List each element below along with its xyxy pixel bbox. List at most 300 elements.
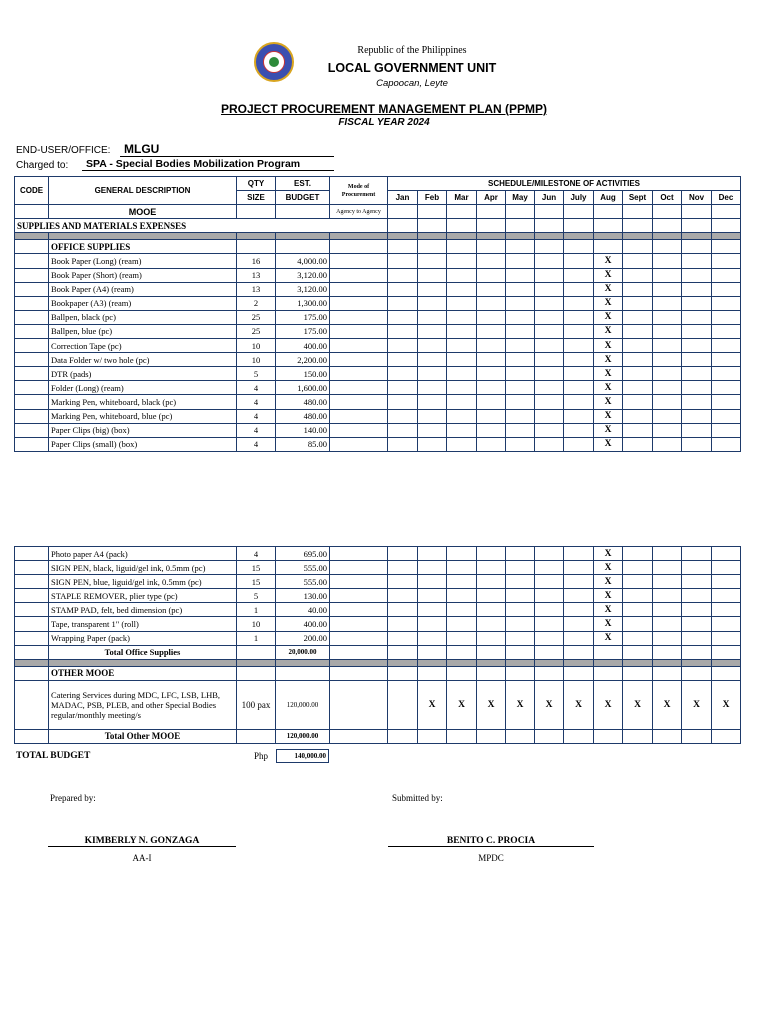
shade-cell [506, 659, 535, 666]
schedule-cell [564, 310, 594, 324]
shade-cell [447, 233, 477, 240]
shade-cell [535, 233, 564, 240]
schedule-cell [653, 310, 682, 324]
schedule-cell [653, 339, 682, 353]
schedule-cell [712, 219, 741, 233]
schedule-cell [447, 437, 477, 451]
schedule-cell [564, 205, 594, 219]
schedule-cell [506, 729, 535, 743]
month-header-aug: Aug [594, 191, 623, 205]
schedule-cell [564, 561, 594, 575]
schedule-cell [388, 254, 418, 268]
schedule-mark-aug: X [594, 680, 623, 729]
item-mode [330, 254, 388, 268]
schedule-cell [564, 729, 594, 743]
schedule-cell [653, 409, 682, 423]
code-cell [15, 381, 49, 395]
schedule-cell [653, 575, 682, 589]
schedule-cell [682, 282, 712, 296]
schedule-cell [418, 617, 447, 631]
schedule-cell [594, 205, 623, 219]
schedule-cell [535, 219, 564, 233]
schedule-cell [477, 423, 506, 437]
schedule-mark-aug: X [594, 561, 623, 575]
schedule-cell [506, 219, 535, 233]
schedule-cell [447, 324, 477, 338]
schedule-cell [653, 666, 682, 680]
schedule-cell [535, 395, 564, 409]
schedule-cell [418, 437, 447, 451]
schedule-cell [535, 339, 564, 353]
month-header-oct: Oct [653, 191, 682, 205]
schedule-cell [682, 353, 712, 367]
schedule-cell [447, 381, 477, 395]
item-qty: 10 [237, 353, 276, 367]
schedule-mark-mar: X [447, 680, 477, 729]
schedule-cell [388, 339, 418, 353]
schedule-cell [623, 381, 653, 395]
table-row [15, 617, 741, 631]
shade-cell [447, 659, 477, 666]
schedule-cell [653, 254, 682, 268]
item-mode [330, 310, 388, 324]
schedule-cell [418, 296, 447, 310]
section-supplies-expenses: SUPPLIES AND MATERIALS EXPENSES [15, 219, 388, 233]
ppmp-table-bottom [14, 546, 741, 744]
schedule-cell [388, 666, 418, 680]
code-cell [15, 339, 49, 353]
schedule-cell [477, 219, 506, 233]
item-description: Bookpaper (A3) (ream) [49, 296, 237, 310]
schedule-cell [712, 437, 741, 451]
schedule-cell [418, 666, 447, 680]
shade-cell [712, 659, 741, 666]
item-qty: 16 [237, 254, 276, 268]
item-budget: 200.00 [276, 631, 330, 645]
schedule-mark-aug: X [594, 589, 623, 603]
item-budget: 400.00 [276, 339, 330, 353]
shade-cell [594, 233, 623, 240]
schedule-mark-aug: X [594, 409, 623, 423]
schedule-cell [418, 423, 447, 437]
schedule-cell [418, 353, 447, 367]
schedule-cell [447, 254, 477, 268]
schedule-cell [653, 547, 682, 561]
schedule-cell [418, 409, 447, 423]
item-mode [330, 324, 388, 338]
schedule-cell [653, 729, 682, 743]
col-budget-header: BUDGET [276, 191, 330, 205]
item-budget: 2,200.00 [276, 353, 330, 367]
shade-cell [15, 659, 49, 666]
schedule-cell [418, 631, 447, 645]
schedule-cell [564, 240, 594, 254]
schedule-mark-dec: X [712, 680, 741, 729]
item-budget: 480.00 [276, 395, 330, 409]
schedule-cell [535, 409, 564, 423]
schedule-cell [712, 367, 741, 381]
shade-cell [49, 659, 237, 666]
schedule-cell [535, 437, 564, 451]
shade-cell [594, 659, 623, 666]
month-header-july: July [564, 191, 594, 205]
code-cell [15, 617, 49, 631]
item-description: Book Paper (Short) (ream) [49, 268, 237, 282]
code-cell [15, 324, 49, 338]
schedule-cell [623, 589, 653, 603]
schedule-cell [653, 603, 682, 617]
table-row [15, 381, 741, 395]
item-mode [330, 561, 388, 575]
table-row [15, 603, 741, 617]
schedule-cell [564, 575, 594, 589]
item-mode [330, 339, 388, 353]
schedule-cell [388, 367, 418, 381]
total-budget-currency: Php [254, 751, 269, 761]
schedule-cell [388, 296, 418, 310]
shade-cell [564, 659, 594, 666]
schedule-cell [623, 575, 653, 589]
prepared-by-position: AA-I [132, 853, 152, 863]
schedule-cell [653, 324, 682, 338]
schedule-cell [623, 666, 653, 680]
schedule-cell [653, 395, 682, 409]
schedule-cell [388, 729, 418, 743]
schedule-cell [535, 367, 564, 381]
item-description: Marking Pen, whiteboard, black (pc) [49, 395, 237, 409]
schedule-cell [682, 339, 712, 353]
table-row [15, 631, 741, 645]
col-est-header: EST. [276, 177, 330, 191]
schedule-cell [653, 268, 682, 282]
schedule-cell [623, 219, 653, 233]
schedule-cell [506, 282, 535, 296]
schedule-cell [682, 631, 712, 645]
col-schedule-header: SCHEDULE/MILESTONE OF ACTIVITIES [388, 177, 741, 191]
enduser-label: END-USER/OFFICE: [16, 145, 111, 156]
schedule-cell [564, 395, 594, 409]
code-cell [15, 353, 49, 367]
schedule-cell [418, 268, 447, 282]
schedule-cell [477, 547, 506, 561]
schedule-cell [623, 729, 653, 743]
month-header-jan: Jan [388, 191, 418, 205]
schedule-cell [594, 666, 623, 680]
schedule-cell [682, 367, 712, 381]
schedule-cell [564, 282, 594, 296]
schedule-cell [623, 310, 653, 324]
schedule-cell [564, 666, 594, 680]
fiscal-year: FISCAL YEAR 2024 [338, 117, 430, 128]
schedule-mark-aug: X [594, 395, 623, 409]
schedule-cell [712, 381, 741, 395]
schedule-cell [418, 547, 447, 561]
schedule-cell [535, 282, 564, 296]
code-cell [15, 310, 49, 324]
code-cell [15, 282, 49, 296]
item-description: Paper Clips (big) (box) [49, 423, 237, 437]
shade-cell [330, 659, 388, 666]
item-budget: 555.00 [276, 575, 330, 589]
schedule-cell [564, 423, 594, 437]
table-row [15, 409, 741, 423]
schedule-cell [477, 367, 506, 381]
schedule-cell [447, 395, 477, 409]
schedule-cell [623, 339, 653, 353]
table-row [15, 324, 741, 338]
schedule-cell [653, 381, 682, 395]
schedule-cell [682, 254, 712, 268]
item-qty: 25 [237, 324, 276, 338]
code-cell [15, 547, 49, 561]
schedule-cell [682, 729, 712, 743]
item-description: SIGN PEN, blue, liguid/gel ink, 0.5mm (pc) [49, 575, 237, 589]
code-cell [15, 589, 49, 603]
item-budget: 140.00 [276, 423, 330, 437]
schedule-cell [506, 589, 535, 603]
schedule-cell [594, 729, 623, 743]
schedule-cell [594, 219, 623, 233]
schedule-cell [712, 282, 741, 296]
shade-cell [388, 659, 418, 666]
schedule-cell [418, 240, 447, 254]
schedule-cell [418, 603, 447, 617]
schedule-cell [623, 409, 653, 423]
item-qty: 10 [237, 339, 276, 353]
schedule-cell [623, 603, 653, 617]
schedule-cell [447, 617, 477, 631]
code-cell [15, 254, 49, 268]
schedule-cell [653, 437, 682, 451]
item-mode [330, 589, 388, 603]
schedule-cell [535, 575, 564, 589]
schedule-cell [418, 324, 447, 338]
schedule-cell [388, 381, 418, 395]
schedule-cell [418, 367, 447, 381]
schedule-cell [506, 367, 535, 381]
item-mode [330, 547, 388, 561]
item-qty: 5 [237, 367, 276, 381]
total-other-label: Total Other MOOE [49, 729, 237, 743]
shade-cell [682, 659, 712, 666]
schedule-mark-july: X [564, 680, 594, 729]
schedule-cell [623, 205, 653, 219]
schedule-mark-aug: X [594, 631, 623, 645]
schedule-cell [506, 395, 535, 409]
schedule-cell [388, 282, 418, 296]
schedule-cell [564, 268, 594, 282]
schedule-cell [506, 575, 535, 589]
schedule-cell [653, 617, 682, 631]
schedule-cell [388, 240, 418, 254]
schedule-cell [535, 353, 564, 367]
office-supplies-label: OFFICE SUPPLIES [49, 240, 237, 254]
mode-agency-to-agency: Agency to Agency [330, 205, 388, 219]
schedule-cell [506, 603, 535, 617]
schedule-cell [477, 617, 506, 631]
item-budget: 555.00 [276, 561, 330, 575]
item-mode [330, 603, 388, 617]
schedule-cell [477, 603, 506, 617]
item-mode [330, 268, 388, 282]
schedule-cell [477, 589, 506, 603]
schedule-cell [506, 310, 535, 324]
code-cell [15, 423, 49, 437]
shade-cell [477, 659, 506, 666]
shade-cell [535, 659, 564, 666]
item-description: Book Paper (Long) (ream) [49, 254, 237, 268]
schedule-cell [418, 589, 447, 603]
schedule-cell [653, 631, 682, 645]
schedule-cell [388, 205, 418, 219]
item-mode [330, 631, 388, 645]
schedule-cell [712, 729, 741, 743]
shade-cell [237, 233, 276, 240]
schedule-cell [447, 547, 477, 561]
schedule-cell [564, 367, 594, 381]
schedule-cell [564, 219, 594, 233]
item-budget: 695.00 [276, 547, 330, 561]
schedule-cell [418, 205, 447, 219]
shade-cell [682, 233, 712, 240]
charged-value: SPA - Special Bodies Mobilization Program [82, 158, 334, 171]
item-qty: 4 [237, 409, 276, 423]
schedule-cell [623, 367, 653, 381]
schedule-cell [682, 324, 712, 338]
schedule-cell [623, 631, 653, 645]
item-description: STAMP PAD, felt, bed dimension (pc) [49, 603, 237, 617]
table-row [15, 254, 741, 268]
schedule-cell [447, 268, 477, 282]
schedule-cell [712, 547, 741, 561]
schedule-cell [564, 296, 594, 310]
schedule-mark-aug: X [594, 437, 623, 451]
item-budget: 40.00 [276, 603, 330, 617]
schedule-cell [564, 645, 594, 659]
schedule-cell [477, 729, 506, 743]
prepared-by-name: KIMBERLY N. GONZAGA [48, 836, 236, 847]
schedule-cell [653, 282, 682, 296]
shade-cell [506, 233, 535, 240]
schedule-cell [506, 268, 535, 282]
schedule-cell [535, 240, 564, 254]
schedule-cell [623, 617, 653, 631]
schedule-mark-aug: X [594, 296, 623, 310]
schedule-cell [388, 423, 418, 437]
schedule-cell [447, 423, 477, 437]
schedule-cell [712, 617, 741, 631]
schedule-cell [712, 423, 741, 437]
item-description: DTR (pads) [49, 367, 237, 381]
schedule-mark-aug: X [594, 268, 623, 282]
month-header-sept: Sept [623, 191, 653, 205]
schedule-cell [506, 381, 535, 395]
catering-budget: 120,000.00 [276, 680, 330, 729]
table-row [15, 282, 741, 296]
schedule-cell [682, 589, 712, 603]
item-budget: 175.00 [276, 324, 330, 338]
prepared-by-label: Prepared by: [50, 793, 96, 803]
schedule-cell [623, 240, 653, 254]
republic-heading: Republic of the Philippines [357, 45, 467, 56]
schedule-cell [506, 296, 535, 310]
table-row [15, 367, 741, 381]
schedule-cell [682, 219, 712, 233]
schedule-cell [477, 240, 506, 254]
code-cell [15, 561, 49, 575]
table-row [15, 339, 741, 353]
schedule-cell [447, 367, 477, 381]
schedule-cell [535, 729, 564, 743]
item-mode [330, 395, 388, 409]
schedule-cell [477, 282, 506, 296]
schedule-cell [712, 631, 741, 645]
schedule-cell [535, 561, 564, 575]
schedule-cell [388, 680, 418, 729]
table-row [15, 547, 741, 561]
schedule-cell [564, 603, 594, 617]
item-budget: 3,120.00 [276, 282, 330, 296]
schedule-cell [564, 353, 594, 367]
schedule-cell [564, 437, 594, 451]
schedule-cell [388, 310, 418, 324]
schedule-cell [682, 561, 712, 575]
schedule-cell [535, 296, 564, 310]
schedule-cell [388, 617, 418, 631]
item-mode [330, 353, 388, 367]
schedule-cell [447, 240, 477, 254]
item-mode [330, 409, 388, 423]
item-qty: 13 [237, 282, 276, 296]
schedule-cell [623, 547, 653, 561]
schedule-mark-jun: X [535, 680, 564, 729]
schedule-cell [712, 205, 741, 219]
schedule-cell [388, 437, 418, 451]
total-office-value: 20,000.00 [276, 645, 330, 659]
schedule-cell [564, 547, 594, 561]
schedule-cell [712, 603, 741, 617]
schedule-cell [712, 589, 741, 603]
schedule-cell [506, 339, 535, 353]
schedule-cell [682, 296, 712, 310]
table-row [15, 423, 741, 437]
schedule-cell [447, 729, 477, 743]
schedule-cell [477, 205, 506, 219]
item-mode [330, 282, 388, 296]
schedule-cell [682, 575, 712, 589]
schedule-cell [418, 282, 447, 296]
schedule-cell [712, 666, 741, 680]
table-row [15, 353, 741, 367]
item-mode [330, 575, 388, 589]
schedule-cell [388, 219, 418, 233]
schedule-cell [506, 645, 535, 659]
col-code-header: CODE [15, 177, 49, 205]
charged-label: Charged to: [16, 160, 69, 171]
item-budget: 85.00 [276, 437, 330, 451]
item-mode [330, 423, 388, 437]
schedule-cell [506, 666, 535, 680]
schedule-cell [682, 310, 712, 324]
shade-cell [564, 233, 594, 240]
item-description: Data Folder w/ two hole (pc) [49, 353, 237, 367]
schedule-cell [447, 205, 477, 219]
schedule-cell [564, 617, 594, 631]
item-budget: 130.00 [276, 589, 330, 603]
schedule-cell [623, 561, 653, 575]
month-header-nov: Nov [682, 191, 712, 205]
schedule-cell [535, 666, 564, 680]
